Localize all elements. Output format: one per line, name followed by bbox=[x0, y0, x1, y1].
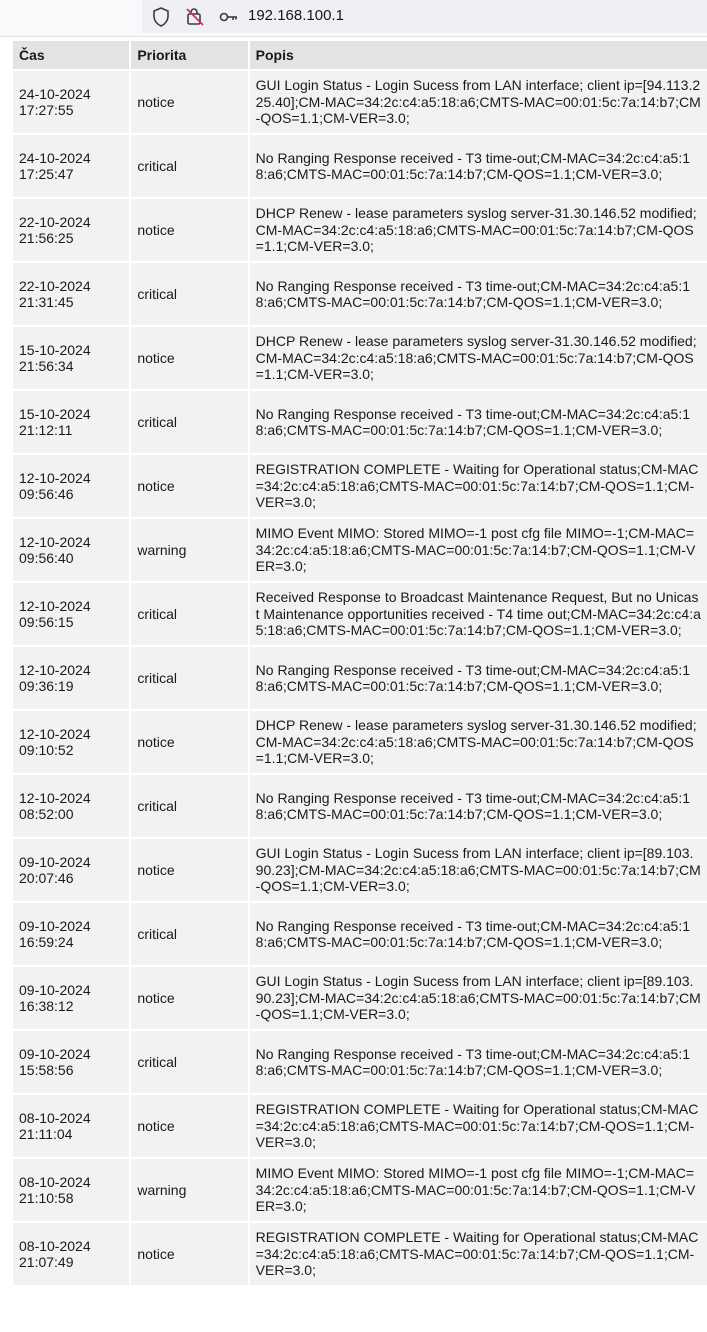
event-date: 15-10-2024 bbox=[19, 341, 91, 358]
cell-time bbox=[13, 455, 129, 517]
cell-priority: critical bbox=[131, 1031, 247, 1093]
cell-description: DHCP Renew - lease parameters syslog server-31.30.146.52 modified;CM-MAC=34:2c:c4:a5:18:a6;CMTS-MAC=00:01:5c:7a:14:b7;CM-QOS=1.1;CM-VER=3.0; bbox=[250, 711, 707, 773]
event-time: 21:56:25 bbox=[19, 230, 74, 246]
event-date: 22-10-2024 bbox=[19, 277, 91, 294]
event-date: 08-10-2024 bbox=[19, 1109, 91, 1126]
event-time: 09:56:46 bbox=[19, 486, 74, 502]
url-text[interactable]: 192.168.100.1 bbox=[248, 7, 344, 24]
cell-priority: critical bbox=[131, 263, 247, 325]
cell-priority: critical bbox=[131, 391, 247, 453]
cell-time bbox=[13, 647, 129, 709]
event-date: 08-10-2024 bbox=[19, 1237, 91, 1254]
cell-description: DHCP Renew - lease parameters syslog server-31.30.146.52 modified;CM-MAC=34:2c:c4:a5:18:a6;CMTS-MAC=00:01:5c:7a:14:b7;CM-QOS=1.1;CM-VER=3.0; bbox=[250, 327, 707, 389]
event-time: 16:59:24 bbox=[19, 934, 74, 950]
table-row bbox=[13, 455, 707, 517]
cell-time bbox=[13, 391, 129, 453]
event-time: 21:07:49 bbox=[19, 1254, 74, 1270]
browser-toolbar bbox=[0, 0, 707, 37]
cell-time bbox=[13, 327, 129, 389]
cell-time bbox=[13, 1223, 129, 1285]
cell-time bbox=[13, 839, 129, 901]
cell-description: No Ranging Response received - T3 time-out;CM-MAC=34:2c:c4:a5:18:a6;CMTS-MAC=00:01:5c:7a:14:b7;CM-QOS=1.1;CM-VER=3.0; bbox=[250, 135, 707, 197]
cell-time bbox=[13, 967, 129, 1029]
event-time: 15:58:56 bbox=[19, 1062, 74, 1078]
event-date: 08-10-2024 bbox=[19, 1173, 91, 1190]
table-row bbox=[13, 839, 707, 901]
cell-time bbox=[13, 1159, 129, 1221]
no-camera-icon[interactable] bbox=[184, 6, 206, 28]
shield-icon[interactable] bbox=[150, 6, 172, 28]
cell-time bbox=[13, 775, 129, 837]
table-row bbox=[13, 903, 707, 965]
event-date: 12-10-2024 bbox=[19, 597, 91, 614]
event-date: 24-10-2024 bbox=[19, 85, 91, 102]
cell-description: DHCP Renew - lease parameters syslog server-31.30.146.52 modified;CM-MAC=34:2c:c4:a5:18:a6;CMTS-MAC=00:01:5c:7a:14:b7;CM-QOS=1.1;CM-VER=3.0; bbox=[250, 199, 707, 261]
cell-description: GUI Login Status - Login Sucess from LAN interface; client ip=[94.113.225.40];CM-MAC=34:2c:c4:a5:18:a6;CMTS-MAC=00:01:5c:7a:14:b7;CM-QOS=1.1;CM-VER=3.0; bbox=[250, 71, 707, 133]
cell-time bbox=[13, 263, 129, 325]
event-date: 24-10-2024 bbox=[19, 149, 91, 166]
table-row bbox=[13, 1095, 707, 1157]
cell-description: GUI Login Status - Login Sucess from LAN interface; client ip=[89.103.90.23];CM-MAC=34:2c:c4:a5:18:a6;CMTS-MAC=00:01:5c:7a:14:b7;CM-QOS=1.1;CM-VER=3.0; bbox=[250, 839, 707, 901]
cell-priority: warning bbox=[131, 519, 247, 581]
table-header-row bbox=[13, 41, 707, 69]
table-row bbox=[13, 519, 707, 581]
event-date: 12-10-2024 bbox=[19, 661, 91, 678]
event-date: 09-10-2024 bbox=[19, 853, 91, 870]
cell-priority: critical bbox=[131, 135, 247, 197]
event-time: 16:38:12 bbox=[19, 998, 74, 1014]
cell-description: No Ranging Response received - T3 time-out;CM-MAC=34:2c:c4:a5:18:a6;CMTS-MAC=00:01:5c:7a:14:b7;CM-QOS=1.1;CM-VER=3.0; bbox=[250, 775, 707, 837]
table-row bbox=[13, 71, 707, 133]
table-row bbox=[13, 775, 707, 837]
cell-priority: critical bbox=[131, 775, 247, 837]
event-date: 12-10-2024 bbox=[19, 725, 91, 742]
cell-time bbox=[13, 135, 129, 197]
table-row bbox=[13, 327, 707, 389]
event-date: 09-10-2024 bbox=[19, 917, 91, 934]
event-date: 09-10-2024 bbox=[19, 981, 91, 998]
key-icon[interactable] bbox=[217, 6, 239, 28]
cell-description: No Ranging Response received - T3 time-out;CM-MAC=34:2c:c4:a5:18:a6;CMTS-MAC=00:01:5c:7a:14:b7;CM-QOS=1.1;CM-VER=3.0; bbox=[250, 903, 707, 965]
cell-description: No Ranging Response received - T3 time-out;CM-MAC=34:2c:c4:a5:18:a6;CMTS-MAC=00:01:5c:7a:14:b7;CM-QOS=1.1;CM-VER=3.0; bbox=[250, 391, 707, 453]
cell-priority: notice bbox=[131, 199, 247, 261]
cell-time bbox=[13, 1095, 129, 1157]
cell-time bbox=[13, 583, 129, 645]
cell-description: REGISTRATION COMPLETE - Waiting for Operational status;CM-MAC=34:2c:c4:a5:18:a6;CMTS-MAC=00:01:5c:7a:14:b7;CM-QOS=1.1;CM-VER=3.0; bbox=[250, 1095, 707, 1157]
event-time: 21:12:11 bbox=[19, 422, 73, 438]
event-time: 21:11:04 bbox=[19, 1126, 73, 1142]
cell-priority: notice bbox=[131, 1223, 247, 1285]
cell-description: REGISTRATION COMPLETE - Waiting for Operational status;CM-MAC=34:2c:c4:a5:18:a6;CMTS-MAC=00:01:5c:7a:14:b7;CM-QOS=1.1;CM-VER=3.0; bbox=[250, 1223, 707, 1285]
table-row bbox=[13, 1159, 707, 1221]
cell-time bbox=[13, 903, 129, 965]
event-log-table-container bbox=[11, 39, 707, 1287]
cell-priority: warning bbox=[131, 1159, 247, 1221]
cell-description: No Ranging Response received - T3 time-out;CM-MAC=34:2c:c4:a5:18:a6;CMTS-MAC=00:01:5c:7a:14:b7;CM-QOS=1.1;CM-VER=3.0; bbox=[250, 1031, 707, 1093]
table-row bbox=[13, 647, 707, 709]
table-row bbox=[13, 583, 707, 645]
cell-time bbox=[13, 71, 129, 133]
cell-time bbox=[13, 519, 129, 581]
column-header-time: Čas bbox=[13, 41, 129, 69]
cell-description: No Ranging Response received - T3 time-out;CM-MAC=34:2c:c4:a5:18:a6;CMTS-MAC=00:01:5c:7a:14:b7;CM-QOS=1.1;CM-VER=3.0; bbox=[250, 263, 707, 325]
event-time: 21:10:58 bbox=[19, 1190, 74, 1206]
cell-description: REGISTRATION COMPLETE - Waiting for Operational status;CM-MAC=34:2c:c4:a5:18:a6;CMTS-MAC=00:01:5c:7a:14:b7;CM-QOS=1.1;CM-VER=3.0; bbox=[250, 455, 707, 517]
event-time: 09:56:15 bbox=[19, 614, 74, 630]
cell-priority: notice bbox=[131, 967, 247, 1029]
event-time: 21:31:45 bbox=[19, 294, 74, 310]
table-row bbox=[13, 391, 707, 453]
cell-description: Received Response to Broadcast Maintenance Request, But no Unicast Maintenance opportunities received - T4 time out;CM-MAC=34:2c:c4:a5:18:a6;CMTS-MAC=00:01:5c:7a:14:b7;CM-QOS=1.1;CM-VER=3.0; bbox=[250, 583, 707, 645]
cell-time bbox=[13, 1031, 129, 1093]
cell-priority: notice bbox=[131, 71, 247, 133]
cell-description: MIMO Event MIMO: Stored MIMO=-1 post cfg file MIMO=-1;CM-MAC=34:2c:c4:a5:18:a6;CMTS-MAC=00:01:5c:7a:14:b7;CM-QOS=1.1;CM-VER=3.0; bbox=[250, 519, 707, 581]
cell-time bbox=[13, 199, 129, 261]
table-row bbox=[13, 263, 707, 325]
table-row bbox=[13, 135, 707, 197]
event-time: 17:25:47 bbox=[19, 166, 74, 182]
cell-description: GUI Login Status - Login Sucess from LAN interface; client ip=[89.103.90.23];CM-MAC=34:2c:c4:a5:18:a6;CMTS-MAC=00:01:5c:7a:14:b7;CM-QOS=1.1;CM-VER=3.0; bbox=[250, 967, 707, 1029]
table-body bbox=[13, 71, 707, 1285]
event-date: 12-10-2024 bbox=[19, 789, 91, 806]
event-date: 09-10-2024 bbox=[19, 1045, 91, 1062]
cell-time bbox=[13, 711, 129, 773]
cell-description: No Ranging Response received - T3 time-out;CM-MAC=34:2c:c4:a5:18:a6;CMTS-MAC=00:01:5c:7a:14:b7;CM-QOS=1.1;CM-VER=3.0; bbox=[250, 647, 707, 709]
event-date: 12-10-2024 bbox=[19, 469, 91, 486]
event-time: 09:10:52 bbox=[19, 742, 74, 758]
event-date: 12-10-2024 bbox=[19, 533, 91, 550]
event-time: 17:27:55 bbox=[19, 102, 74, 118]
cell-priority: notice bbox=[131, 1095, 247, 1157]
cell-description: MIMO Event MIMO: Stored MIMO=-1 post cfg file MIMO=-1;CM-MAC=34:2c:c4:a5:18:a6;CMTS-MAC=00:01:5c:7a:14:b7;CM-QOS=1.1;CM-VER=3.0; bbox=[250, 1159, 707, 1221]
cell-priority: notice bbox=[131, 455, 247, 517]
event-log-table bbox=[11, 39, 707, 1287]
table-row bbox=[13, 711, 707, 773]
table-row bbox=[13, 967, 707, 1029]
table-row bbox=[13, 199, 707, 261]
column-header-description: Popis bbox=[250, 41, 707, 69]
event-time: 08:52:00 bbox=[19, 806, 74, 822]
event-time: 09:36:19 bbox=[19, 678, 74, 694]
event-time: 20:07:46 bbox=[19, 870, 74, 886]
cell-priority: notice bbox=[131, 327, 247, 389]
event-date: 15-10-2024 bbox=[19, 405, 91, 422]
column-header-priority: Priorita bbox=[131, 41, 247, 69]
cell-priority: critical bbox=[131, 583, 247, 645]
event-date: 22-10-2024 bbox=[19, 213, 91, 230]
cell-priority: notice bbox=[131, 839, 247, 901]
cell-priority: critical bbox=[131, 903, 247, 965]
table-row bbox=[13, 1223, 707, 1285]
event-time: 09:56:40 bbox=[19, 550, 74, 566]
cell-priority: notice bbox=[131, 711, 247, 773]
table-row bbox=[13, 1031, 707, 1093]
event-time: 21:56:34 bbox=[19, 358, 74, 374]
cell-priority: critical bbox=[131, 647, 247, 709]
